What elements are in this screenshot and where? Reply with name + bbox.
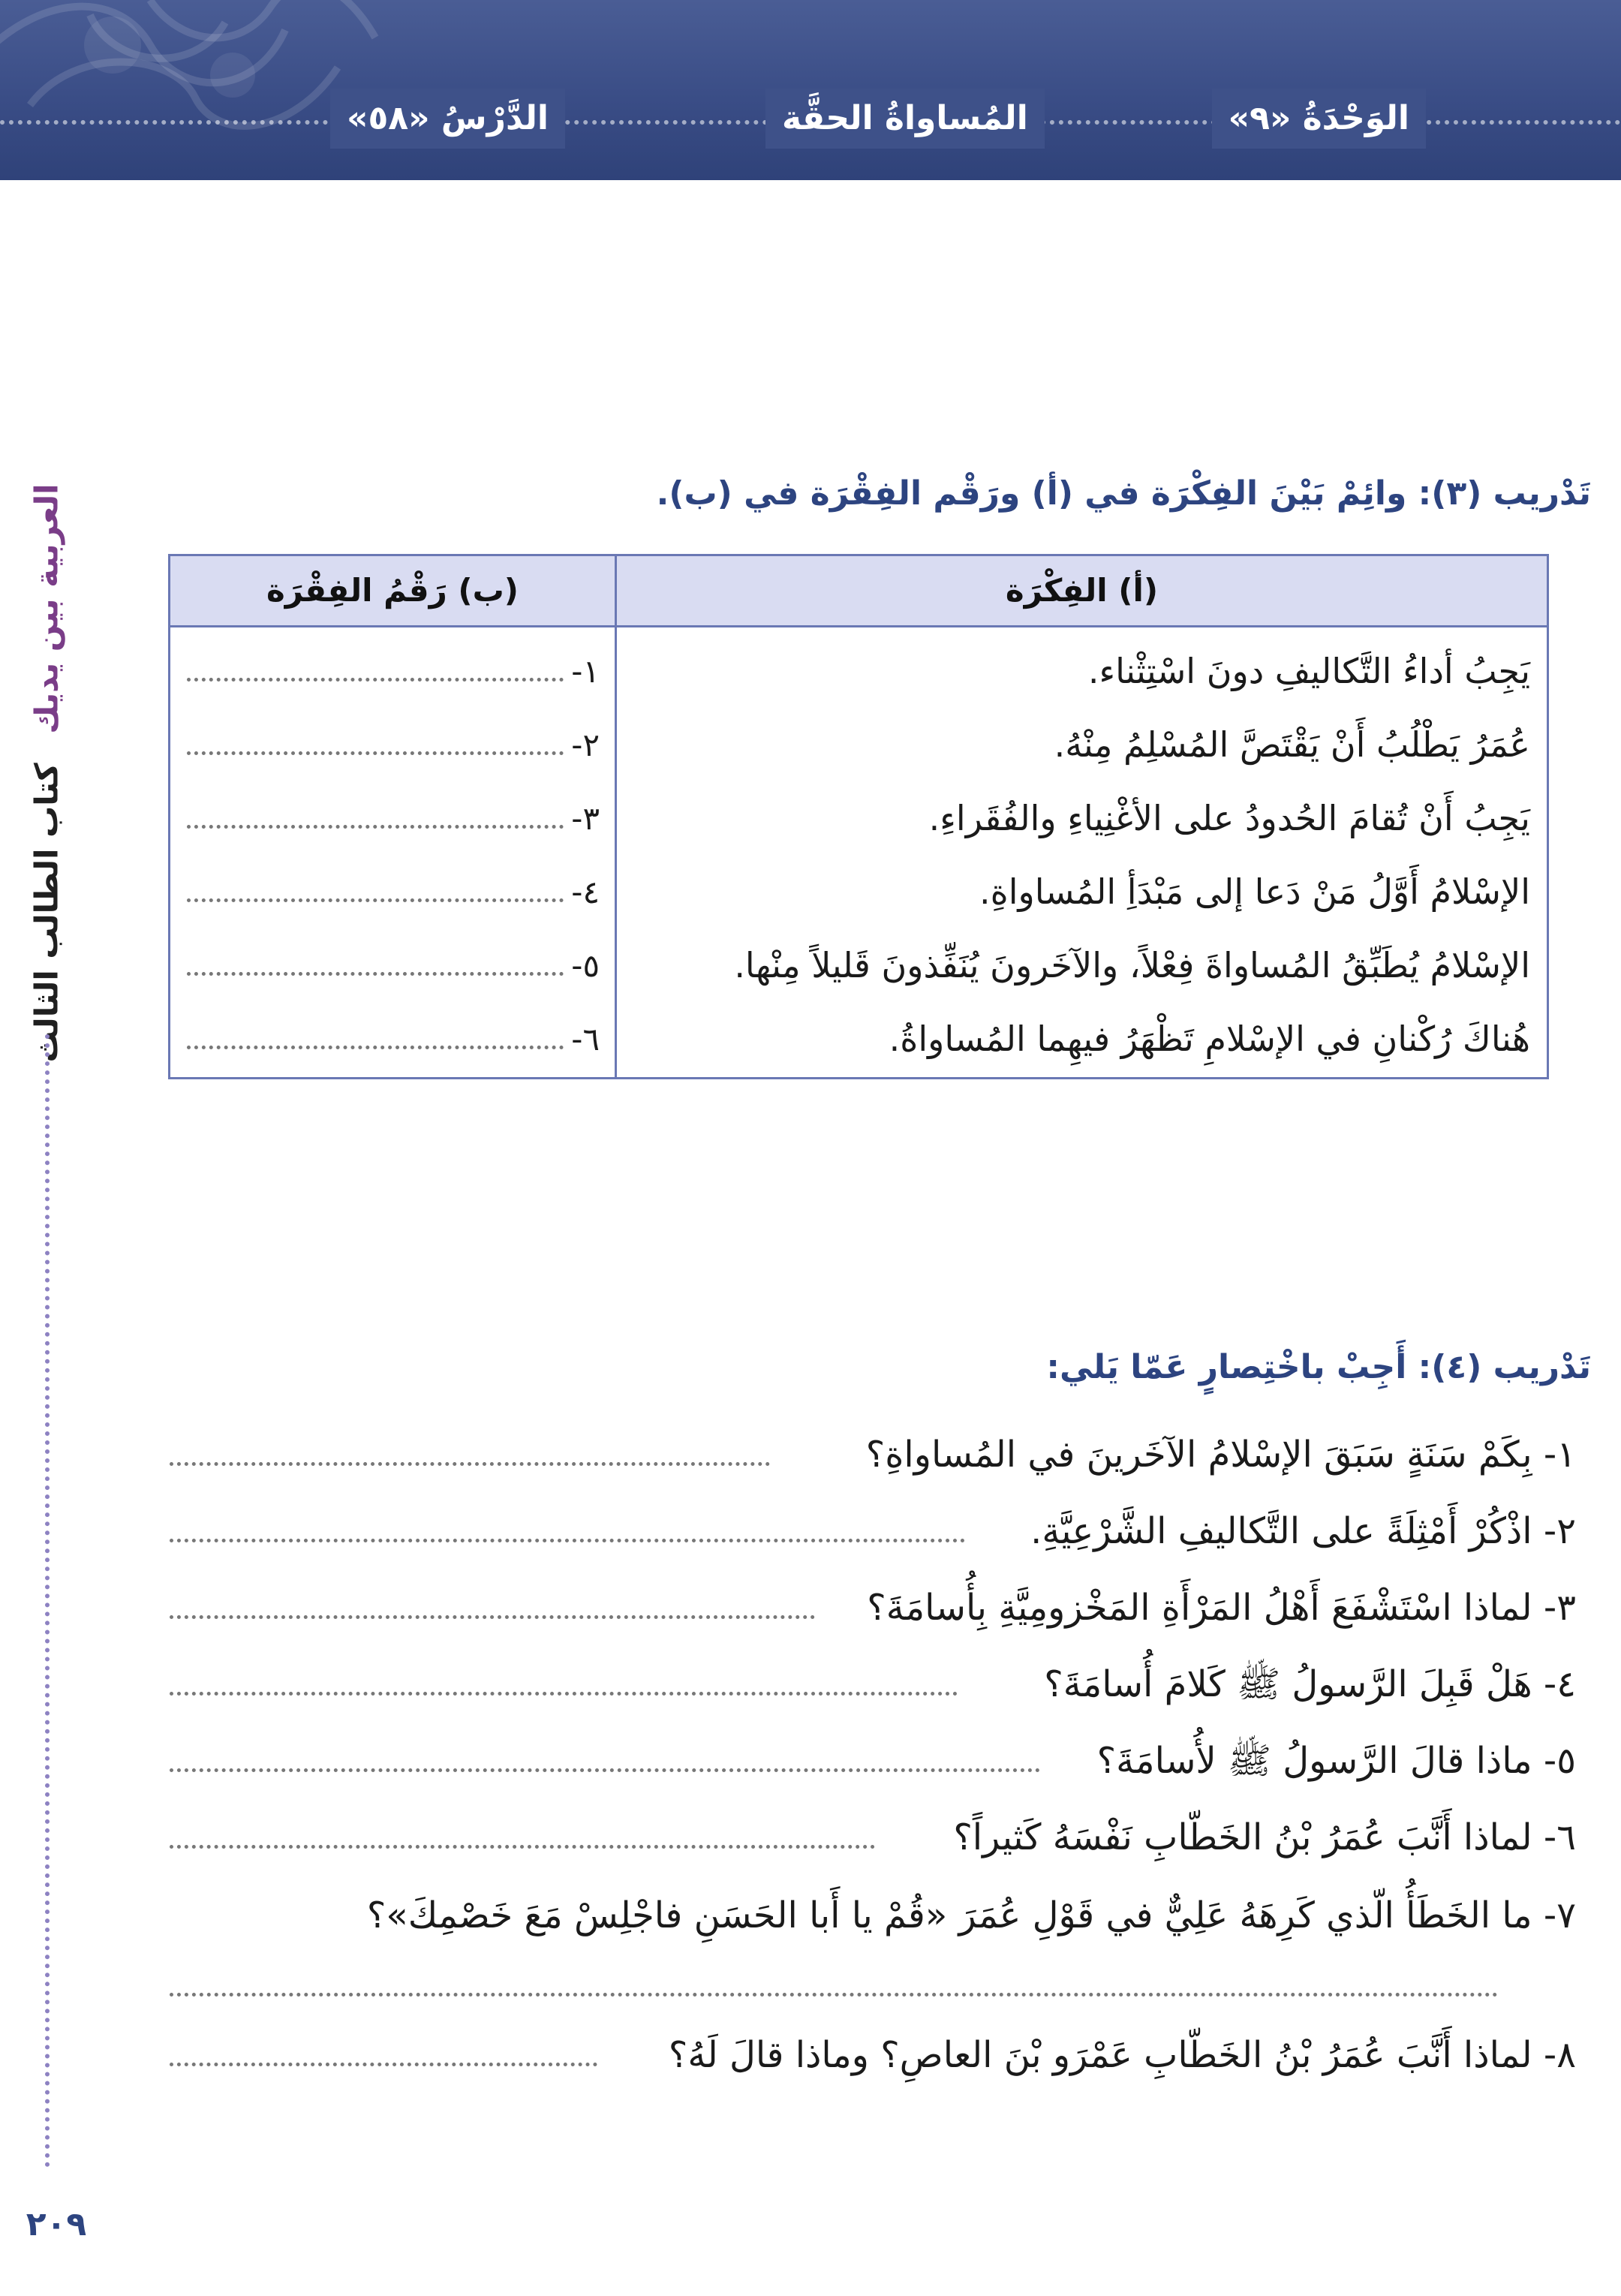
table-row — [170, 781, 1547, 855]
page-header — [0, 0, 1621, 180]
question-6: ٦- لماذا أَنَّبَ عُمَرُ بْنُ الخَطّابِ نَفْسَهُ كَثيراً؟ — [953, 1816, 1576, 1858]
answer-line[interactable] — [170, 1993, 1498, 1997]
table-row — [170, 928, 1547, 1002]
answer-line[interactable] — [170, 1462, 770, 1466]
idea-text: الإسْلامُ أَوَّلُ مَنْ دَعا إلى مَبْدَأِ المُساواةِ. — [979, 871, 1530, 912]
question-4: ٤- هَلْ قَبِلَ الرَّسولُ ﷺ كَلامَ أُسامَةَ؟ — [1044, 1663, 1576, 1705]
question-1: ١- بِكَمْ سَنَةٍ سَبَقَ الإسْلامُ الآخَرينَ في المُساواةِ؟ — [865, 1434, 1576, 1476]
answer-slot[interactable] — [187, 855, 600, 928]
answer-slot[interactable] — [187, 708, 600, 781]
table-row — [170, 708, 1547, 781]
answer-line[interactable] — [170, 1539, 965, 1542]
answer-line[interactable] — [170, 1845, 875, 1849]
row-number: ٤- — [571, 873, 600, 910]
idea-text: الإسْلامُ يُطَبِّقُ المُساواةَ فِعْلاً، والآخَرونَ يُنَفِّذونَ قَليلاً مِنْها. — [734, 945, 1530, 986]
book-title: العربية بين يديك — [28, 483, 65, 734]
column-header-paragraph-number: (ب) رَقْمُ الفِقْرَة — [266, 572, 519, 609]
question-8: ٨- لماذا أَنَّبَ عُمَرُ بْنُ الخَطّابِ عَمْرَو بْنَ العاصِ؟ وماذا قالَ لَهُ؟ — [668, 2034, 1576, 2076]
answer-slot[interactable] — [187, 1002, 600, 1076]
answer-slot[interactable] — [187, 634, 600, 708]
answer-dotted-line[interactable] — [187, 1046, 564, 1049]
column-header-idea: (أ) الفِكْرَة — [1005, 572, 1159, 609]
answer-line[interactable] — [170, 1768, 1040, 1772]
table-row — [170, 1002, 1547, 1076]
lesson-label: الدَّرْسُ «٥٨» — [330, 89, 565, 149]
book-subtitle: كتاب الطالب الثالث — [28, 763, 65, 1063]
question-2: ٢- اذْكُرْ أَمْثِلَةً على التَّكاليفِ الشَّرْعِيَّةِ. — [1030, 1510, 1576, 1552]
answer-dotted-line[interactable] — [187, 678, 564, 682]
answer-slot[interactable] — [187, 781, 600, 855]
row-number: ٦- — [571, 1020, 600, 1058]
question-7: ٧- ما الخَطَأُ الّذي كَرِهَهُ عَلِيٌّ في قَوْلِ عُمَرَ «قُمْ يا أَبا الحَسَنِ فاجْلِسْ مَعَ خَصْمِكَ»؟ — [366, 1894, 1576, 1936]
answer-dotted-line[interactable] — [187, 825, 564, 829]
table-header — [170, 556, 1547, 627]
row-number: ٥- — [571, 946, 600, 984]
exercise-4-title: تَدْريب (٤): أَجِبْ باخْتِصارٍ عَمّا يَلي: — [1046, 1348, 1591, 1386]
idea-text: يَجِبُ أداءُ التَّكاليفِ دونَ اسْتِثْناء. — [1087, 651, 1530, 691]
question-3: ٣- لماذا اسْتَشْفَعَ أَهْلُ المَرْأَةِ المَخْزومِيَّةِ بِأُسامَةَ؟ — [867, 1587, 1576, 1629]
row-number: ١- — [571, 652, 600, 690]
side-dotted-rule — [45, 1034, 50, 2168]
answer-dotted-line[interactable] — [187, 751, 564, 755]
question-5: ٥- ماذا قالَ الرَّسولُ ﷺ لأُسامَةَ؟ — [1096, 1740, 1576, 1782]
answer-line[interactable] — [170, 2063, 597, 2066]
side-book-title — [17, 483, 77, 1063]
answer-dotted-line[interactable] — [187, 898, 564, 902]
row-number: ٢- — [571, 726, 600, 763]
idea-text: يَجِبُ أَنْ تُقامَ الحُدودُ على الأغْنِياءِ والفُقَراءِ. — [928, 798, 1530, 838]
answer-dotted-line[interactable] — [187, 972, 564, 976]
idea-text: هُناكَ رُكْنانِ في الإسْلامِ تَظْهَرُ فيهِما المُساواةُ. — [889, 1019, 1530, 1059]
exercise-3-title: تَدْريب (٣): وائِمْ بَيْنَ الفِكْرَة في (أ) ورَقْم الفِقْرَة في (ب). — [656, 474, 1591, 513]
matching-table — [168, 554, 1549, 1079]
topic-title: المُساواةُ الحقَّة — [765, 89, 1045, 149]
answer-line[interactable] — [170, 1692, 958, 1696]
answer-line[interactable] — [170, 1615, 815, 1619]
table-row — [170, 855, 1547, 928]
row-number: ٣- — [571, 799, 600, 837]
table-row — [170, 634, 1547, 708]
answer-slot[interactable] — [187, 928, 600, 1002]
idea-text: عُمَرُ يَطْلُبُ أَنْ يَقْتَصَّ المُسْلِمُ مِنْهُ. — [1054, 724, 1530, 765]
unit-label: الوَحْدَةُ «٩» — [1212, 89, 1426, 149]
page-number: ٢٠٩ — [26, 2205, 87, 2243]
